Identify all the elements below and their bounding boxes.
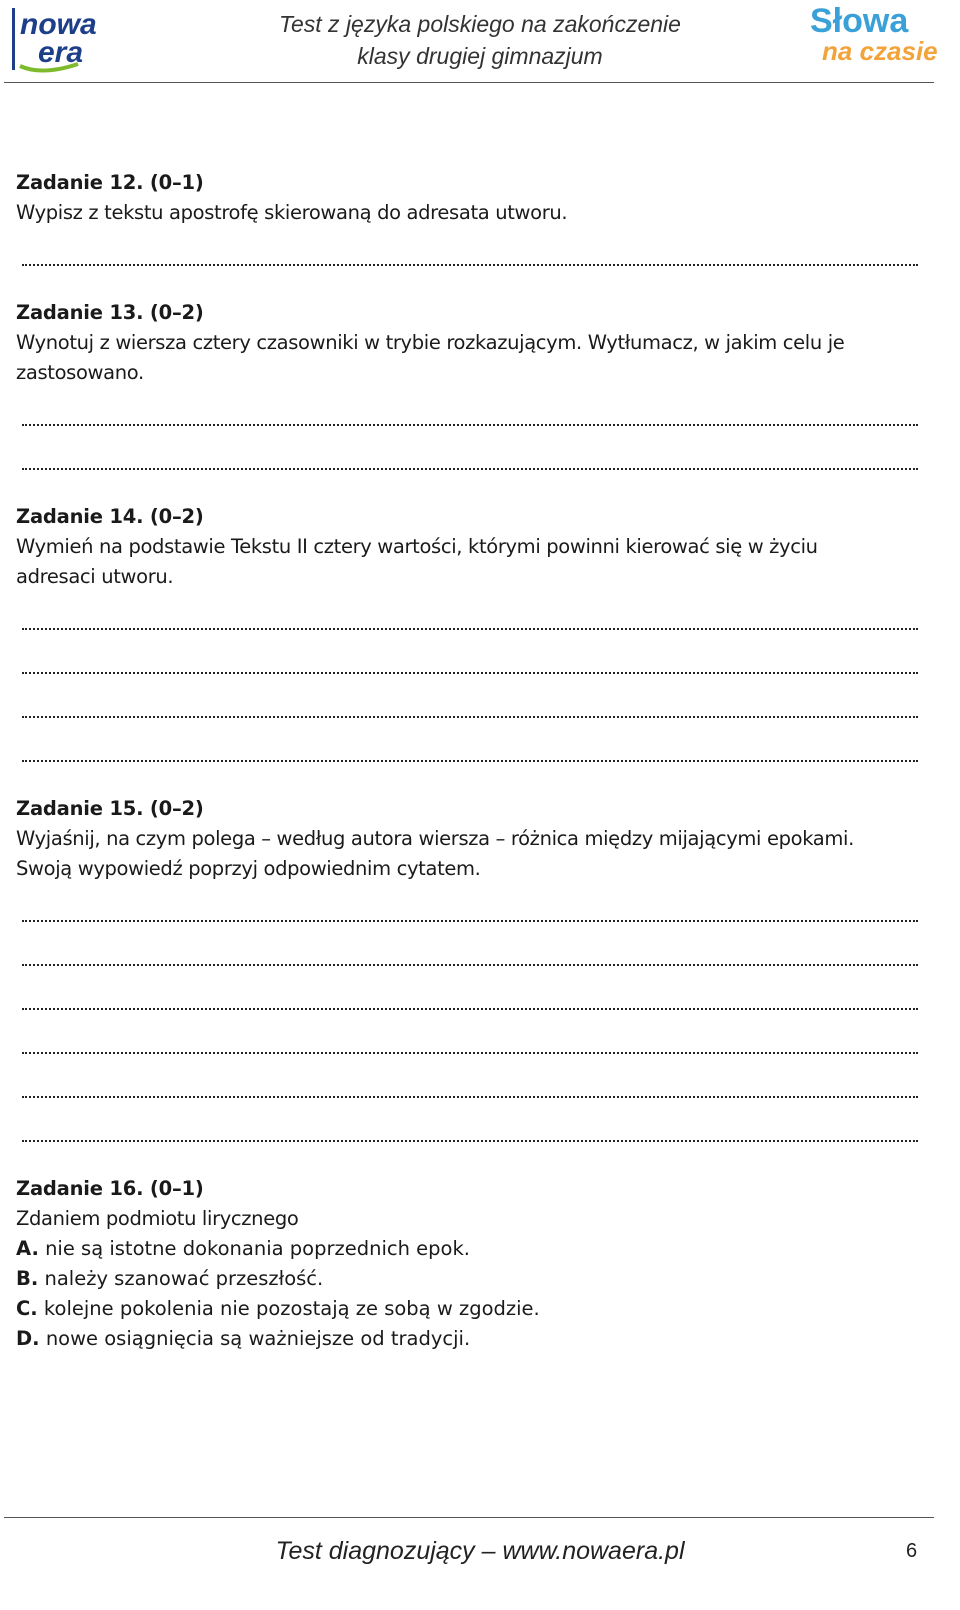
answer-line[interactable] [16, 1060, 936, 1104]
option-letter: C. [16, 1297, 38, 1320]
option-text: nowe osiągnięcia są ważniejsze od tradycji. [45, 1327, 471, 1350]
task-instruction: Wyjaśnij, na czym polega – według autora wiersza – różnica między mijającymi epokami. [16, 827, 854, 850]
header-divider [4, 82, 934, 83]
option-letter: A. [16, 1237, 39, 1260]
page-number: 6 [906, 1540, 918, 1562]
footer-text: Test diagnozujący – www.nowaera.pl [275, 1537, 685, 1565]
task-instruction: zastosowano. [16, 361, 144, 384]
option-text: kolejne pokolenia nie pozostają ze sobą w zgodzie. [43, 1297, 540, 1320]
task-15 [16, 794, 936, 1148]
slowa-na-czasie-logo [806, 2, 948, 70]
task-13 [16, 298, 936, 476]
answer-line[interactable] [16, 228, 936, 272]
answer-line[interactable] [16, 636, 936, 680]
task-14 [16, 502, 936, 768]
answer-line[interactable] [16, 1104, 936, 1148]
task-title: Zadanie 12. (0–1) [16, 171, 204, 194]
logo-word-era: era [38, 36, 84, 69]
option-text: nie są istotne dokonania poprzednich epok. [45, 1237, 470, 1260]
tasks-container [16, 168, 936, 1354]
answer-option-c[interactable] [16, 1294, 936, 1324]
nowa-era-logo [12, 6, 116, 74]
answer-option-b[interactable] [16, 1264, 936, 1294]
answer-option-d[interactable] [16, 1324, 936, 1354]
task-instruction: Wypisz z tekstu apostrofę skierowaną do adresata utworu. [16, 201, 568, 224]
task-title: Zadanie 16. (0–1) [16, 1177, 204, 1200]
task-12 [16, 168, 936, 272]
answer-line[interactable] [16, 388, 936, 432]
option-letter: B. [16, 1267, 39, 1290]
answer-line[interactable] [16, 928, 936, 972]
task-instruction: Zdaniem podmiotu lirycznego [16, 1207, 299, 1230]
answer-line[interactable] [16, 680, 936, 724]
page-header [0, 0, 960, 84]
footer-divider [4, 1517, 934, 1518]
logo-word-nowa: nowa [20, 8, 97, 41]
logo-word-slowa: Słowa [810, 2, 909, 40]
task-title: Zadanie 13. (0–2) [16, 301, 204, 324]
answer-option-a[interactable] [16, 1234, 936, 1264]
task-16 [16, 1174, 936, 1354]
answer-line[interactable] [16, 592, 936, 636]
answer-line[interactable] [16, 432, 936, 476]
task-instruction: Wynotuj z wiersza cztery czasowniki w trybie rozkazującym. Wytłumacz, w jakim celu je [16, 331, 845, 354]
option-text: należy szanować przeszłość. [44, 1267, 324, 1290]
document-title-line1: Test z języka polskiego na zakończenie [279, 11, 681, 37]
task-instruction: Swoją wypowiedź poprzyj odpowiednim cytatem. [16, 857, 481, 880]
logo-word-na-czasie: na czasie [822, 36, 938, 66]
answer-line[interactable] [16, 1016, 936, 1060]
option-letter: D. [16, 1327, 40, 1350]
task-instruction: adresaci utworu. [16, 565, 174, 588]
answer-line[interactable] [16, 972, 936, 1016]
answer-line[interactable] [16, 724, 936, 768]
answer-line[interactable] [16, 884, 936, 928]
task-title: Zadanie 15. (0–2) [16, 797, 204, 820]
task-instruction: Wymień na podstawie Tekstu II cztery wartości, którymi powinni kierować się w życiu [16, 535, 818, 558]
task-title: Zadanie 14. (0–2) [16, 505, 204, 528]
document-title-line2: klasy drugiej gimnazjum [357, 43, 603, 69]
